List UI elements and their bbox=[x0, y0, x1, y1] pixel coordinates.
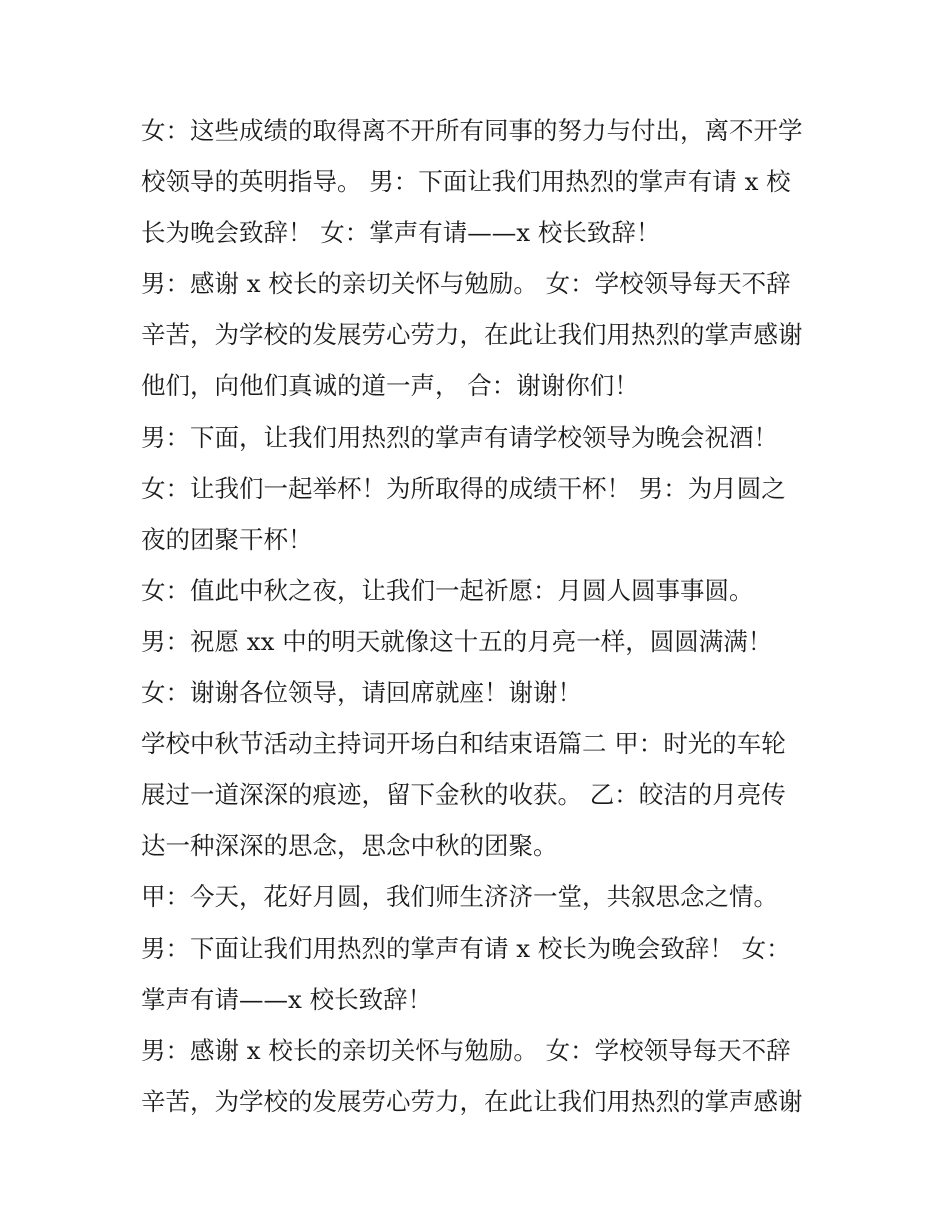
text-line: 女：让我们一起举杯！为所取得的成绩干杯！ 男：为月圆之 bbox=[141, 473, 786, 503]
text-line: 学校中秋节活动主持词开场白和结束语篇二 甲：时光的车轮 bbox=[141, 729, 786, 759]
text-line: 女：谢谢各位领导，请回席就座！谢谢！ bbox=[141, 678, 582, 708]
text-line: 男：下面，让我们用热烈的掌声有请学校领导为晚会祝酒！ bbox=[141, 422, 778, 452]
text-line: 他们，向他们真诚的道一声， 合：谢谢你们！ bbox=[141, 371, 639, 401]
text-line: 校领导的英明指导。 男：下面让我们用热烈的掌声有请 x 校 bbox=[141, 167, 791, 197]
text-line: 甲：今天，花好月圆，我们师生济济一堂，共叙思念之情。 bbox=[141, 882, 778, 912]
text-line: 男：感谢 x 校长的亲切关怀与勉励。 女：学校领导每天不辞 bbox=[141, 1035, 791, 1065]
text-line: 展过一道深深的痕迹，留下金秋的收获。 乙：皎洁的月亮传 bbox=[141, 780, 786, 810]
text-line: 辛苦，为学校的发展劳心劳力，在此让我们用热烈的掌声感谢 bbox=[141, 320, 803, 350]
text-line: 女：这些成绩的取得离不开所有同事的努力与付出，离不开学 bbox=[141, 116, 803, 145]
text-line: 达一种深深的思念，思念中秋的团聚。 bbox=[141, 831, 558, 861]
text-line: 男：祝愿 xx 中的明天就像这十五的月亮一样，圆圆满满！ bbox=[141, 626, 773, 656]
text-line: 女：值此中秋之夜，让我们一起祈愿：月圆人圆事事圆。 bbox=[141, 575, 754, 605]
text-line: 辛苦，为学校的发展劳心劳力，在此让我们用热烈的掌声感谢 bbox=[141, 1086, 803, 1116]
text-line: 长为晚会致辞！ 女：掌声有请——x 校长致辞！ bbox=[141, 218, 661, 248]
text-line: 夜的团聚干杯！ bbox=[141, 524, 313, 554]
text-line: 掌声有请——x 校长致辞！ bbox=[141, 984, 433, 1014]
text-line: 男：感谢 x 校长的亲切关怀与勉励。 女：学校领导每天不辞 bbox=[141, 269, 791, 299]
text-line: 男：下面让我们用热烈的掌声有请 x 校长为晚会致辞！ 女： bbox=[141, 933, 791, 963]
document-body bbox=[141, 105, 821, 1127]
